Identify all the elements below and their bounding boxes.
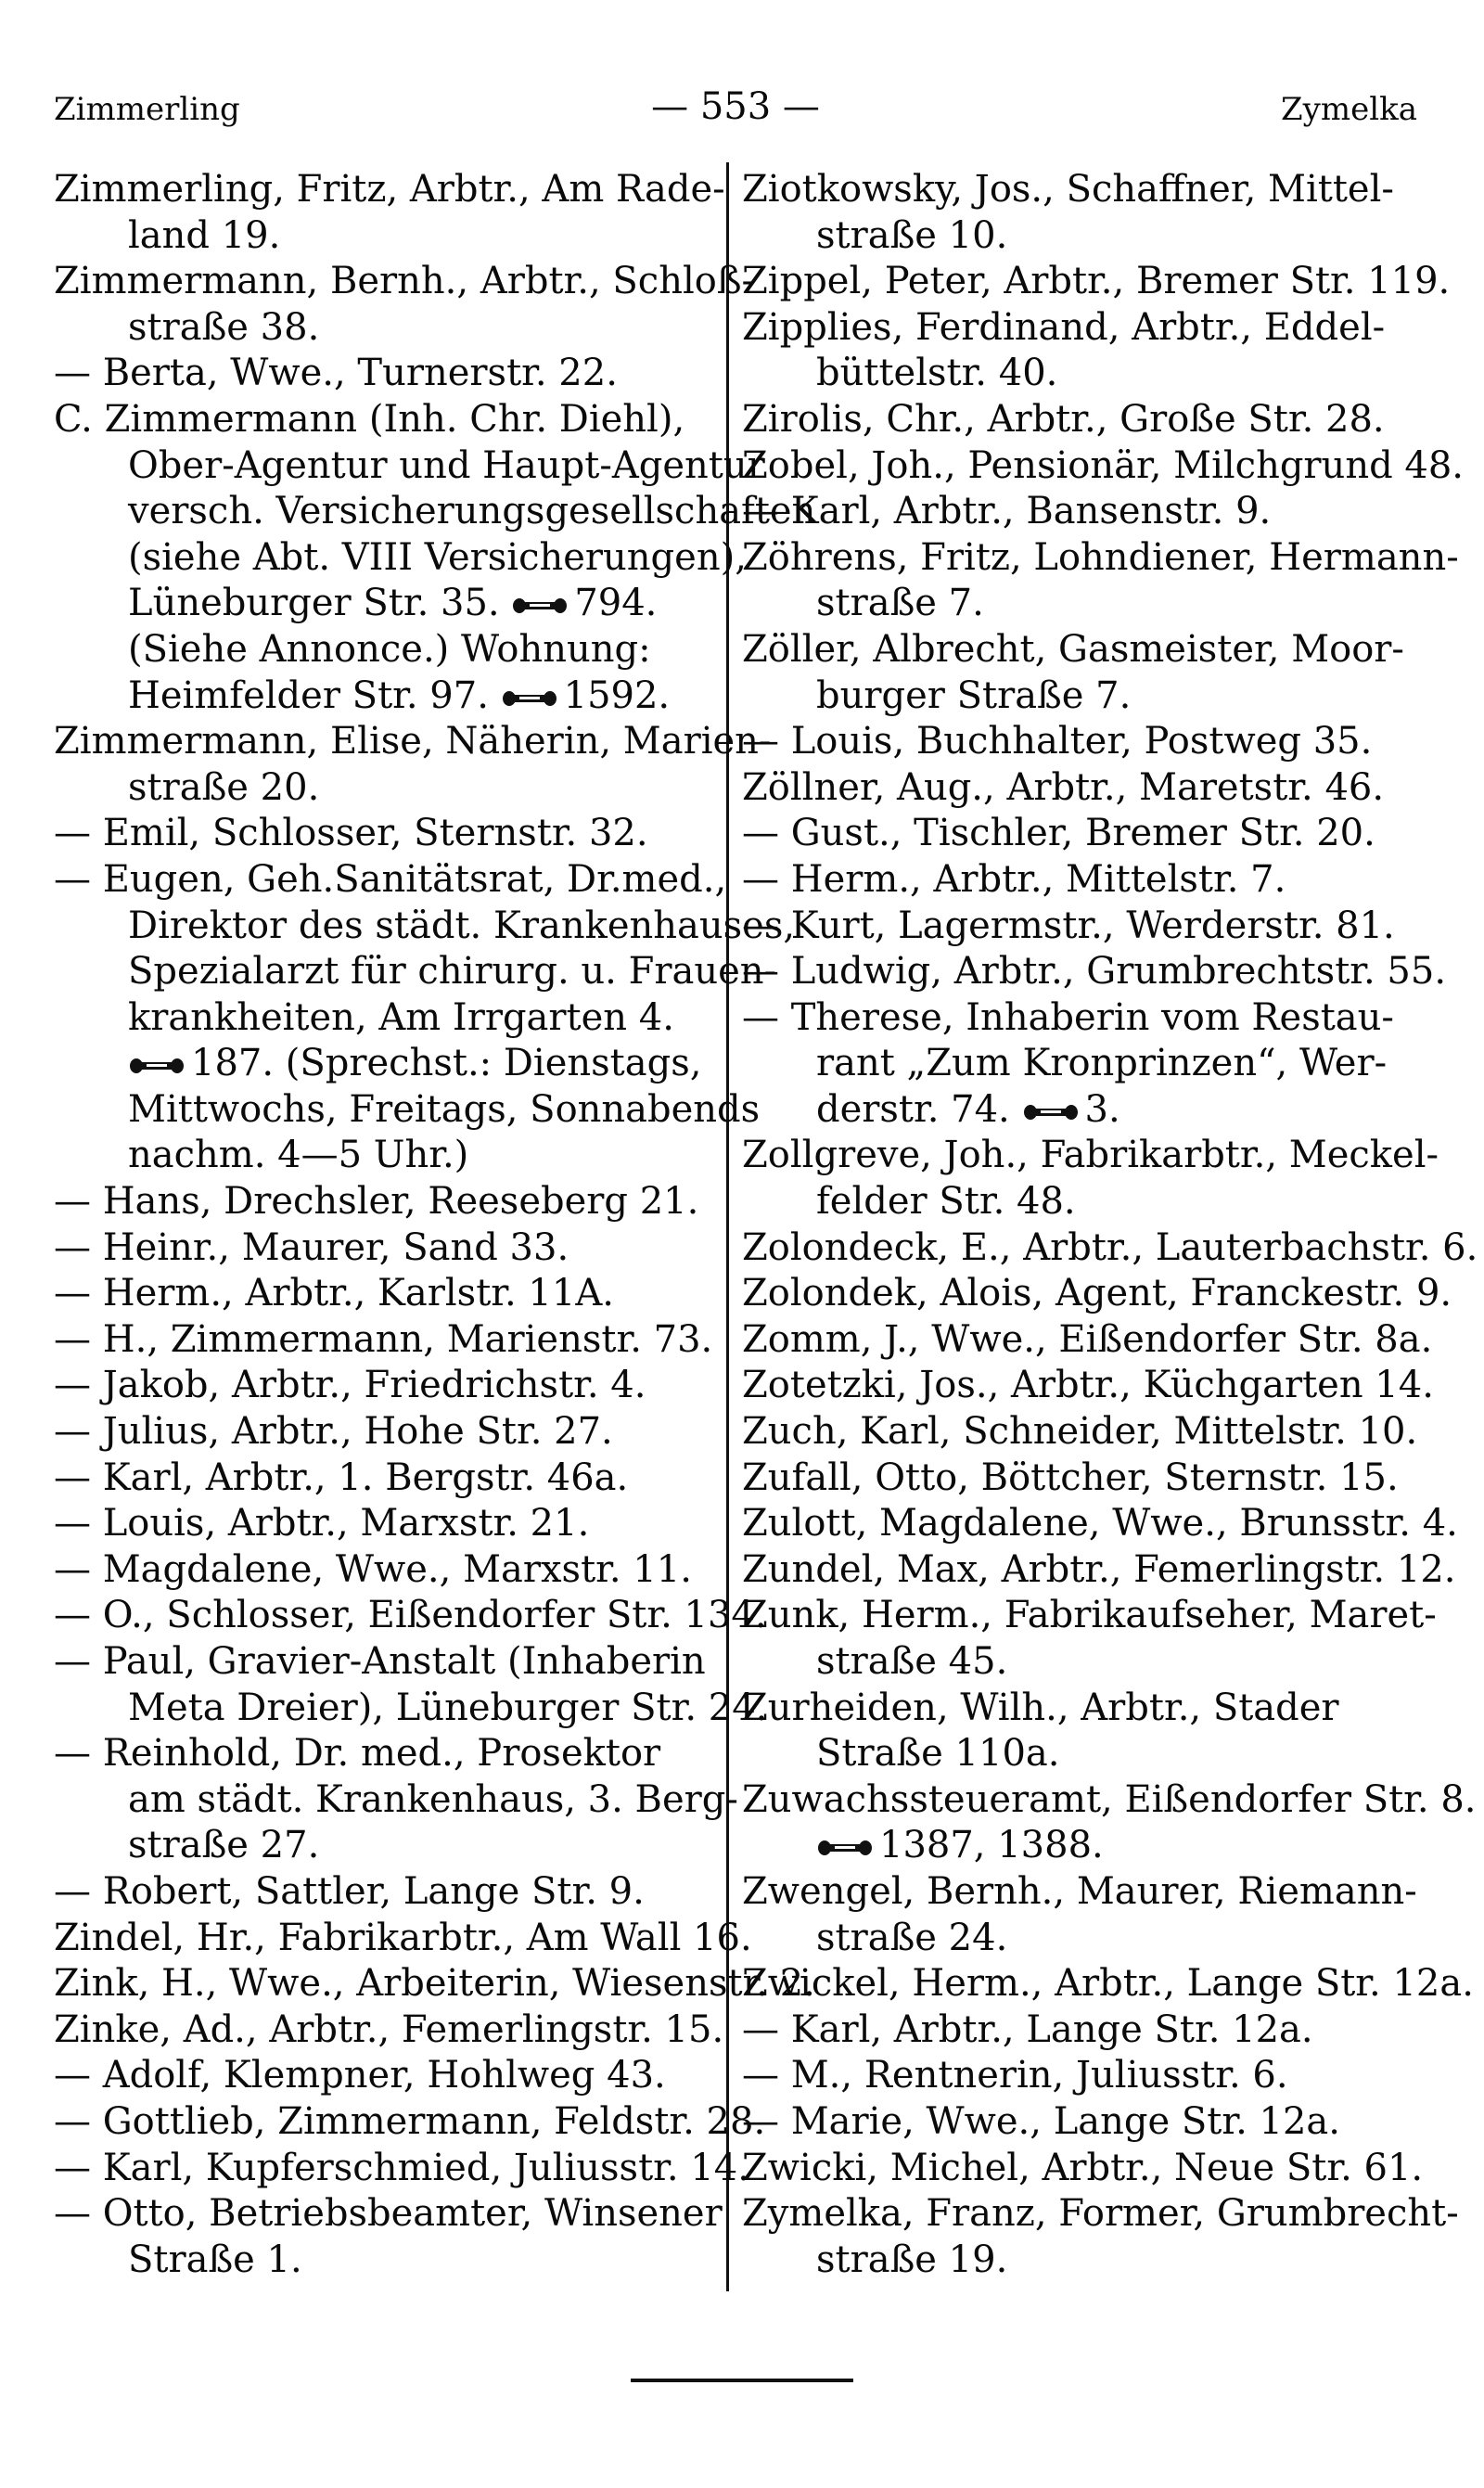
entry-text: Ziotkowsky, Jos., Schaffner, Mittel- (742, 168, 1394, 211)
entry-text: — Eugen, Geh.Sanitätsrat, Dr.med., (54, 857, 727, 901)
telephone-icon (511, 596, 569, 616)
directory-line (54, 213, 722, 260)
entry-text: versch. Versicherungsgesellschaften (128, 490, 816, 533)
directory-line (54, 673, 722, 720)
entry-text: — Adolf, Klempner, Hohlweg 43. (54, 2054, 666, 2097)
entry-text: Zirolis, Chr., Arbtr., Große Str. 28. (742, 397, 1385, 441)
directory-line (742, 811, 1410, 857)
entry-text: (Siehe Annonce.) Wohnung: (128, 627, 651, 671)
entry-text: Zwickel, Herm., Arbtr., Lange Str. 12a. (742, 1962, 1474, 2006)
directory-line (742, 259, 1451, 305)
directory-line (54, 351, 722, 397)
entry-text: Zulott, Magdalene, Wwe., Brunsstr. 4. (742, 1502, 1458, 1545)
directory-line (742, 1916, 1410, 1962)
entry-text: Zollgreve, Joh., Fabrikarbtr., Meckel- (742, 1134, 1439, 1177)
header-last-entry: Zymelka (1281, 91, 1417, 128)
entry-text: derstr. 74. (816, 1087, 1010, 1131)
directory-line (742, 1869, 1417, 1916)
entry-text: Zöllner, Aug., Arbtr., Maretstr. 46. (742, 765, 1385, 809)
directory-line (742, 1501, 1458, 1547)
directory-line (742, 397, 1410, 443)
directory-line (742, 995, 1410, 1042)
directory-line (54, 1041, 722, 1087)
entry-text: Zuwachssteueramt, Eißendorfer Str. 8. (742, 1777, 1477, 1821)
directory-line (742, 305, 1410, 352)
entry-text: Zolondeck, E., Arbtr., Lauterbachstr. 6. (742, 1225, 1478, 1269)
entry-text: — Kurt, Lagermstr., Werderstr. 81. (742, 904, 1395, 947)
entry-text: — Robert, Sattler, Lange Str. 9. (54, 1869, 645, 1913)
directory-line (742, 2238, 1410, 2284)
directory-line (742, 1686, 1410, 1732)
entry-text: straße 24. (816, 1916, 1008, 1959)
directory-line (54, 1686, 768, 1732)
entry-text: Heimfelder Str. 97. (128, 673, 489, 717)
directory-line (742, 351, 1410, 397)
directory-line (54, 1363, 722, 1409)
entry-text: C. Zimmermann (Inh. Chr. Diehl), (54, 397, 685, 441)
entry-text: Mittwochs, Freitags, Sonnabends (128, 1087, 761, 1131)
directory-line (54, 949, 777, 995)
entry-text: Zunk, Herm., Fabrikaufseher, Maret- (742, 1594, 1437, 1637)
entry-text: Zwicki, Michel, Arbtr., Neue Str. 61. (742, 2146, 1424, 2189)
directory-line (54, 1916, 752, 1962)
directory-line (54, 2238, 722, 2284)
entry-text: (siehe Abt. VIII Versicherungen), (128, 535, 747, 579)
directory-line (54, 2191, 722, 2238)
directory-line (54, 1869, 722, 1916)
entry-text: — Louis, Arbtr., Marxstr. 21. (54, 1502, 590, 1545)
directory-line (742, 1363, 1434, 1409)
directory-line (742, 2146, 1424, 2192)
directory-line (54, 904, 796, 950)
directory-line (742, 1823, 1410, 1869)
directory-line (742, 1179, 1410, 1225)
directory-line (54, 2053, 722, 2099)
entry-text: — Karl, Arbtr., Lange Str. 12a. (742, 2007, 1313, 2051)
directory-line (54, 1409, 722, 1456)
entry-text: Zuch, Karl, Schneider, Mittelstr. 10. (742, 1410, 1418, 1454)
directory-line (54, 581, 722, 627)
entry-text: Zink, H., Wwe., Arbeiterin, Wiesenstr. 2. (54, 1962, 815, 2006)
directory-line (54, 305, 722, 352)
directory-line (742, 1961, 1474, 2007)
directory-line (742, 857, 1410, 904)
directory-line (742, 765, 1410, 812)
directory-line (54, 535, 747, 582)
directory-line (742, 443, 1465, 490)
entry-text: Zurheiden, Wilh., Arbtr., Stader (742, 1686, 1339, 1729)
entry-text: nachm. 4—5 Uhr.) (128, 1134, 469, 1177)
entry-text: am städt. Krankenhaus, 3. Berg- (128, 1777, 738, 1821)
entry-text: büttelstr. 40. (816, 352, 1058, 395)
entry-text: felder Str. 48. (816, 1180, 1076, 1224)
entry-text: — Herm., Arbtr., Karlstr. 11A. (54, 1272, 614, 1315)
directory-line (54, 811, 722, 857)
directory-line (742, 213, 1410, 260)
page-header (54, 85, 1417, 141)
directory-line (54, 489, 816, 535)
telephone-icon (816, 1838, 874, 1858)
entry-text: Zimmermann, Bernh., Arbtr., Schloß- (54, 260, 755, 303)
entry-text: Zöhrens, Fritz, Lohndiener, Hermann- (742, 535, 1459, 579)
entry-text: Zipplies, Ferdinand, Arbtr., Eddel- (742, 305, 1386, 349)
bottom-rule (631, 2379, 853, 2382)
entry-text: — Karl, Arbtr., 1. Bergstr. 46a. (54, 1456, 629, 1499)
entry-text: — Berta, Wwe., Turnerstr. 22. (54, 352, 618, 395)
directory-line (742, 167, 1410, 213)
directory-line (54, 995, 722, 1042)
directory-line (742, 1731, 1410, 1777)
entry-text: Zinke, Ad., Arbtr., Femerlingstr. 15. (54, 2007, 724, 2051)
directory-line (742, 2007, 1410, 2054)
entry-text: Meta Dreier), Lüneburger Str. 24. (128, 1686, 768, 1729)
entry-text: — Karl, Kupferschmied, Juliusstr. 14. (54, 2146, 749, 2189)
directory-line (54, 2099, 766, 2146)
entry-text: — Otto, Betriebsbeamter, Winsener (54, 2192, 723, 2236)
directory-line (742, 1225, 1478, 1272)
entry-text: straße 7. (816, 582, 984, 625)
directory-line (54, 1456, 722, 1502)
entry-text: Zotetzki, Jos., Arbtr., Küchgarten 14. (742, 1364, 1434, 1407)
entry-text: Zymelka, Franz, Former, Grumbrecht- (742, 2192, 1459, 2236)
directory-line (54, 857, 727, 904)
entry-text: — Gust., Tischler, Bremer Str. 20. (742, 812, 1375, 855)
directory-line (742, 1133, 1439, 1179)
entry-text: Zwengel, Bernh., Maurer, Riemann- (742, 1869, 1417, 1913)
directory-line (742, 1547, 1456, 1594)
entry-text: 1387, 1388. (879, 1824, 1104, 1867)
entry-text: Zippel, Peter, Arbtr., Bremer Str. 119. (742, 260, 1451, 303)
directory-line (742, 1087, 1410, 1134)
directory-line (54, 1501, 722, 1547)
directory-line (742, 719, 1410, 765)
directory-line (54, 1593, 767, 1639)
directory-line (742, 1639, 1410, 1686)
left-column (54, 167, 816, 2283)
directory-line (742, 1041, 1410, 1087)
entry-text: 187. (Sprechst.: Dienstags, (191, 1042, 702, 1085)
entry-text: straße 20. (128, 765, 320, 809)
directory-line (54, 765, 722, 812)
directory-line (742, 1317, 1433, 1364)
entry-text: land 19. (128, 213, 281, 257)
directory-line (54, 2007, 722, 2054)
directory-line (54, 2146, 749, 2192)
entry-text: straße 38. (128, 305, 320, 349)
directory-line (54, 1087, 761, 1134)
directory-line (742, 627, 1410, 673)
directory-line (54, 259, 755, 305)
entry-text: krankheiten, Am Irrgarten 4. (128, 995, 674, 1039)
telephone-icon (128, 1056, 186, 1076)
entry-text: — Heinr., Maurer, Sand 33. (54, 1225, 569, 1269)
entry-text: Zimmermann, Elise, Näherin, Marien- (54, 720, 772, 763)
entry-text: — Magdalene, Wwe., Marxstr. 11. (54, 1547, 692, 1591)
entry-text: — Louis, Buchhalter, Postweg 35. (742, 720, 1373, 763)
entry-text: — H., Zimmermann, Marienstr. 73. (54, 1317, 713, 1361)
entry-text: rant „Zum Kronprinzen“, Wer- (816, 1042, 1388, 1085)
directory-line (742, 1777, 1477, 1824)
entry-text: Zundel, Max, Arbtr., Femerlingstr. 12. (742, 1547, 1456, 1591)
entry-text: — Reinhold, Dr. med., Prosektor (54, 1732, 661, 1776)
entry-text: — Jakob, Arbtr., Friedrichstr. 4. (54, 1364, 646, 1407)
entry-text: Ober-Agentur und Haupt-Agentur (128, 443, 765, 487)
directory-line (54, 1731, 722, 1777)
directory-line (54, 1961, 815, 2007)
directory-line (742, 581, 1410, 627)
directory-line (54, 1179, 722, 1225)
entry-text: — Ludwig, Arbtr., Grumbrechtstr. 55. (742, 950, 1447, 994)
entry-text: Straße 110a. (816, 1732, 1060, 1776)
entry-text: Straße 1. (128, 2238, 302, 2281)
entry-text: Zufall, Otto, Böttcher, Sternstr. 15. (742, 1456, 1399, 1499)
phone-number: 3. (1084, 1087, 1120, 1131)
directory-line (742, 535, 1459, 582)
entry-text: Spezialarzt für chirurg. u. Frauen- (128, 950, 777, 994)
directory-line (742, 1271, 1452, 1317)
entry-text: — Paul, Gravier-Anstalt (Inhaberin (54, 1640, 706, 1683)
phone-number: 794. (574, 582, 658, 625)
directory-line (54, 1547, 722, 1594)
directory-line (54, 1225, 722, 1272)
directory-line (742, 904, 1410, 950)
directory-line (54, 1639, 722, 1686)
directory-line (742, 489, 1410, 535)
directory-line (54, 627, 722, 673)
entry-text: Lüneburger Str. 35. (128, 582, 500, 625)
directory-line (54, 1777, 738, 1824)
entry-text: Zolondek, Alois, Agent, Franckestr. 9. (742, 1272, 1452, 1315)
directory-line (742, 2099, 1410, 2146)
entry-text: Zimmerling, Fritz, Arbtr., Am Rade- (54, 168, 725, 211)
entry-text: — Marie, Wwe., Lange Str. 12a. (742, 2099, 1340, 2143)
directory-line (742, 1409, 1418, 1456)
entry-text: Zobel, Joh., Pensionär, Milchgrund 48. (742, 443, 1465, 487)
right-column (742, 167, 1478, 2283)
directory-line (54, 1317, 722, 1364)
directory-line (54, 1133, 722, 1179)
entry-text: — Karl, Arbtr., Bansenstr. 9. (742, 490, 1272, 533)
directory-line (54, 1271, 722, 1317)
directory-line (742, 949, 1447, 995)
phone-number: 1592. (563, 673, 671, 717)
entry-text: — Hans, Drechsler, Reeseberg 21. (54, 1180, 699, 1224)
entry-text: — Emil, Schlosser, Sternstr. 32. (54, 812, 648, 855)
entry-text: burger Straße 7. (816, 673, 1132, 717)
directory-line (54, 397, 722, 443)
directory-line (54, 719, 772, 765)
entry-text: Zindel, Hr., Fabrikarbtr., Am Wall 16. (54, 1916, 752, 1959)
telephone-icon (501, 688, 558, 709)
directory-line (54, 443, 765, 490)
entry-text: — Herm., Arbtr., Mittelstr. 7. (742, 857, 1286, 901)
entry-text: straße 27. (128, 1824, 320, 1867)
entry-text: Zöller, Albrecht, Gasmeister, Moor- (742, 627, 1404, 671)
entry-text: Zomm, J., Wwe., Eißendorfer Str. 8a. (742, 1317, 1433, 1361)
entry-text: straße 10. (816, 213, 1008, 257)
telephone-icon (1022, 1102, 1080, 1122)
header-first-entry: Zimmerling (54, 91, 240, 128)
entry-text: — Julius, Arbtr., Hohe Str. 27. (54, 1410, 613, 1454)
entry-text: Direktor des städt. Krankenhauses, (128, 904, 796, 947)
entry-text: — M., Rentnerin, Juliusstr. 6. (742, 2054, 1288, 2097)
directory-line (742, 1593, 1437, 1639)
directory-line (742, 1456, 1410, 1502)
directory-line (54, 1823, 722, 1869)
directory-line (742, 2191, 1459, 2238)
directory-line (54, 167, 725, 213)
entry-text: — O., Schlosser, Eißendorfer Str. 134. (54, 1594, 767, 1637)
entry-text: — Gottlieb, Zimmermann, Feldstr. 28. (54, 2099, 766, 2143)
directory-line (742, 673, 1410, 720)
directory-line (742, 2053, 1410, 2099)
entry-text: straße 19. (816, 2238, 1008, 2281)
entry-text: straße 45. (816, 1640, 1008, 1683)
entry-text: — Therese, Inhaberin vom Restau- (742, 995, 1394, 1039)
page-number: — 553 — (651, 85, 820, 128)
